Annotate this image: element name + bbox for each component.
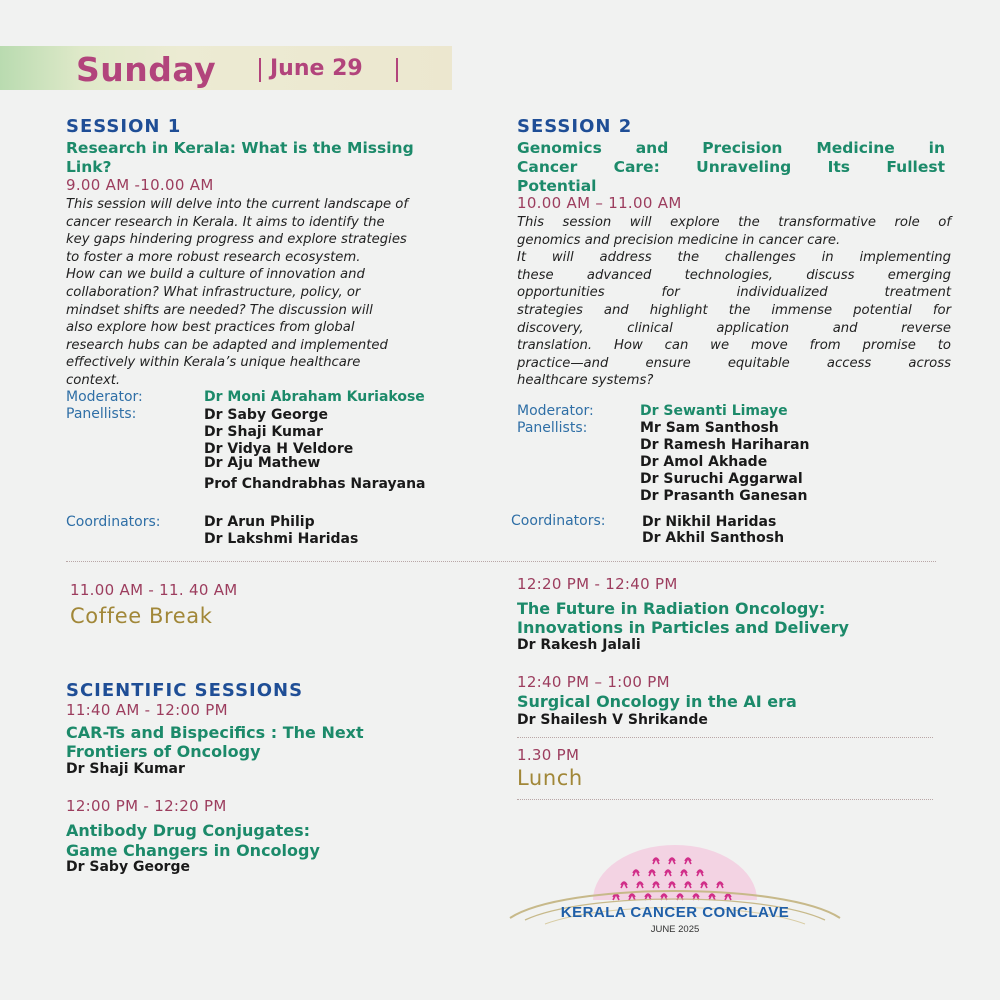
talk-title: Game Changers in Oncology xyxy=(66,841,320,860)
session2-title-line2: Cancer Care: Unraveling Its Fullest xyxy=(517,158,945,176)
session1-label: SESSION 1 xyxy=(66,116,182,137)
date-separator-right xyxy=(396,58,398,82)
session1-moderator-label: Moderator: xyxy=(66,389,143,405)
logo-title: KERALA CANCER CONCLAVE xyxy=(560,904,790,921)
desc-line: context. xyxy=(66,372,121,388)
lunch-label: Lunch xyxy=(517,766,583,790)
date-separator-left xyxy=(259,58,261,82)
session2-label: SESSION 2 xyxy=(517,116,633,137)
desc-line: healthcare systems? xyxy=(517,373,654,389)
desc-line: also explore how best practices from global xyxy=(66,320,355,336)
coordinator: Dr Nikhil Haridas xyxy=(642,514,777,530)
talk-title: Antibody Drug Conjugates: xyxy=(66,821,311,840)
session2-time: 10.00 AM – 11.00 AM xyxy=(517,194,682,212)
desc-line: collaboration? What infrastructure, policy, or xyxy=(66,284,361,300)
session1-coordinators-label: Coordinators: xyxy=(66,514,161,530)
talk-title: The Future in Radiation Oncology: xyxy=(517,599,826,618)
talk-time: 12:20 PM - 12:40 PM xyxy=(517,575,678,593)
section-divider xyxy=(517,737,933,738)
session2-panellists-label: Panellists: xyxy=(517,420,588,436)
talk-speaker: Dr Shaji Kumar xyxy=(66,761,185,777)
coordinator: Dr Akhil Santhosh xyxy=(642,530,785,546)
desc-line: strategies and highlight the immense potential for xyxy=(517,302,951,318)
panellist: Dr Shaji Kumar xyxy=(204,424,323,440)
talk-speaker: Dr Shailesh V Shrikande xyxy=(517,712,708,728)
panellist: Dr Suruchi Aggarwal xyxy=(640,471,803,487)
desc-line: mindset shifts are needed? The discussion will xyxy=(66,302,373,318)
talk-title: CAR-Ts and Bispecifics : The Next xyxy=(66,723,364,742)
session2-description xyxy=(517,214,951,390)
desc-line: discovery, clinical application and reverse xyxy=(517,320,951,336)
session1-panellists-label: Panellists: xyxy=(66,406,137,422)
logo-subtitle: JUNE 2025 xyxy=(650,924,700,935)
panellist: Mr Sam Santhosh xyxy=(640,420,779,436)
scientific-sessions-label: SCIENTIFIC SESSIONS xyxy=(66,680,304,701)
session2-moderator: Dr Sewanti Limaye xyxy=(640,403,788,419)
talk-time: 12:00 PM - 12:20 PM xyxy=(66,797,227,815)
coordinator: Dr Lakshmi Haridas xyxy=(204,531,359,547)
section-divider xyxy=(66,561,936,562)
panellist: Dr Prasanth Ganesan xyxy=(640,488,808,504)
session1-description xyxy=(66,196,497,390)
header-banner xyxy=(0,46,452,90)
session2-moderator-label: Moderator: xyxy=(517,403,594,419)
session1-title-line1: Research in Kerala: What is the Missing xyxy=(66,139,414,157)
talk-time: 11:40 AM - 12:00 PM xyxy=(66,701,228,719)
coffee-time: 11.00 AM - 11. 40 AM xyxy=(70,581,238,599)
session1-title-line2: Link? xyxy=(66,158,112,176)
panellist: Dr Ramesh Hariharan xyxy=(640,437,810,453)
desc-line: This session will explore the transformative role of xyxy=(517,215,951,230)
panellist: Dr Amol Akhade xyxy=(640,454,768,470)
panellist: Dr Aju Mathew xyxy=(204,455,321,471)
desc-line: research hubs can be adapted and implemented xyxy=(66,337,388,353)
desc-line: these advanced technologies, discuss emerging xyxy=(517,267,951,283)
session2-title-line3: Potential xyxy=(517,177,597,195)
desc-line: to foster a more robust research ecosystem. xyxy=(66,249,361,265)
desc-line: cancer research in Kerala. It aims to identify the xyxy=(66,214,385,230)
desc-line: genomics and precision medicine in cancer care. xyxy=(517,232,841,248)
panellist: Dr Saby George xyxy=(204,407,328,423)
desc-line: This session will delve into the current landscape of xyxy=(66,197,409,212)
session1-time: 9.00 AM -10.00 AM xyxy=(66,176,214,194)
desc-line: opportunities for individualized treatment xyxy=(517,285,951,301)
logo-graphic xyxy=(505,840,845,950)
panellist: Dr Vidya H Veldore xyxy=(204,441,354,457)
panellist: Prof Chandrabhas Narayana xyxy=(204,476,426,492)
desc-line: practice—and ensure equitable access across xyxy=(517,355,951,371)
coordinator: Dr Arun Philip xyxy=(204,514,315,530)
session2-coordinators-label: Coordinators: xyxy=(511,513,606,529)
talk-speaker: Dr Saby George xyxy=(66,859,190,875)
desc-line: It will address the challenges in implementing xyxy=(517,250,951,266)
day-title: Sunday xyxy=(76,50,217,89)
session2-title-line1: Genomics and Precision Medicine in xyxy=(517,139,945,157)
section-divider xyxy=(517,799,933,800)
desc-line: translation. How can we move from promise to xyxy=(517,338,951,354)
conclave-logo xyxy=(505,840,845,950)
talk-time: 12:40 PM – 1:00 PM xyxy=(517,673,670,691)
talk-title: Frontiers of Oncology xyxy=(66,742,261,761)
desc-line: effectively within Kerala’s unique healthcare xyxy=(66,355,361,371)
talk-speaker: Dr Rakesh Jalali xyxy=(517,637,641,653)
talk-title: Surgical Oncology in the AI era xyxy=(517,692,797,711)
coffee-break-label: Coffee Break xyxy=(70,604,213,628)
date-label: June 29 xyxy=(270,56,363,81)
session1-moderator: Dr Moni Abraham Kuriakose xyxy=(204,389,425,405)
desc-line: key gaps hindering progress and explore strategies xyxy=(66,232,407,248)
desc-line: How can we build a culture of innovation and xyxy=(66,267,365,283)
talk-title: Innovations in Particles and Delivery xyxy=(517,618,849,637)
lunch-time: 1.30 PM xyxy=(517,746,580,764)
